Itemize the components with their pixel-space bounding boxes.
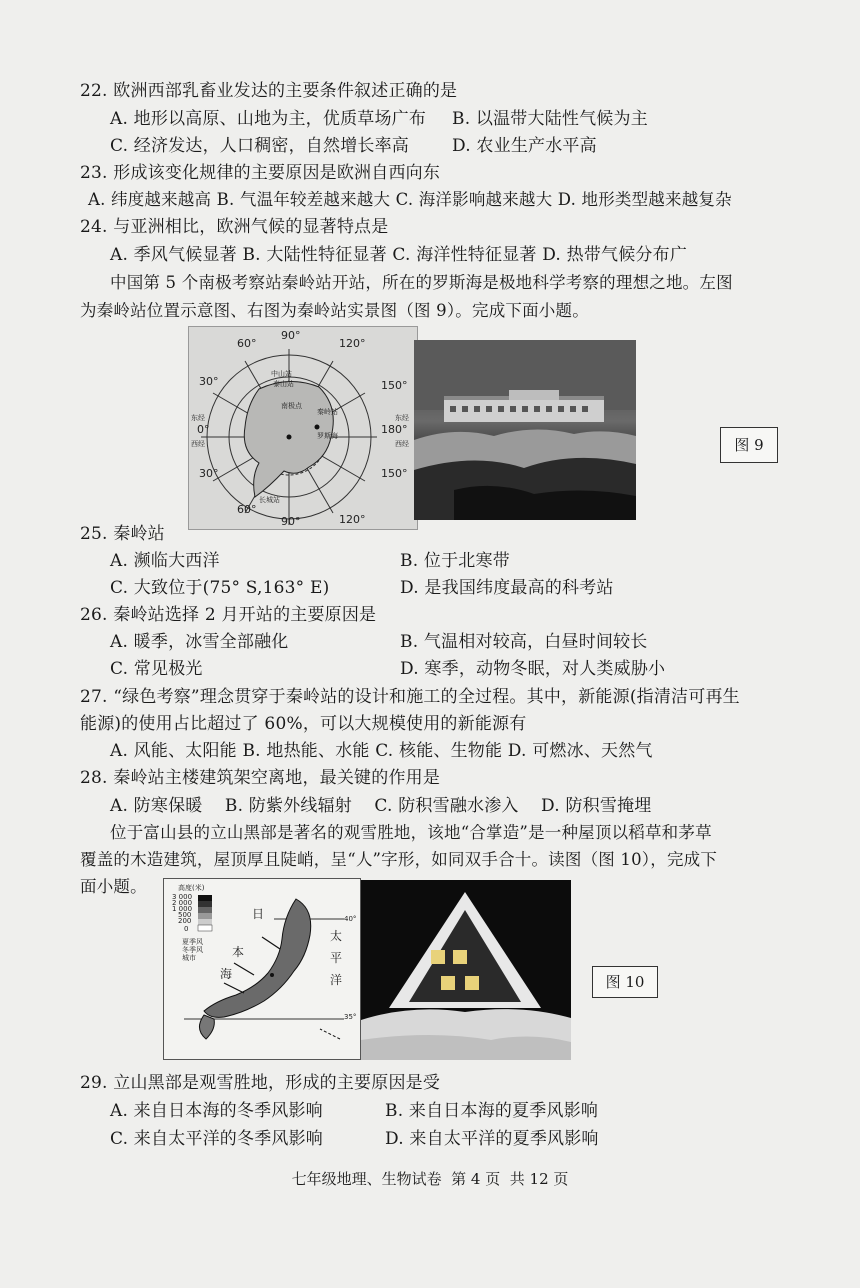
place-label-zhongshan: 中山站	[271, 370, 292, 378]
lon-label-120-bottom: 120°	[339, 513, 366, 526]
question-24-stem: 24. 与亚洲相比，欧洲气候的显著特点是	[80, 217, 389, 237]
west-longitude-label-right: 西经	[395, 440, 409, 448]
question-25-option-d: D. 是我国纬度最高的科考站	[400, 578, 614, 598]
figure-10-label: 图 10	[592, 966, 658, 998]
legend-title: 高度(米)	[178, 884, 205, 892]
place-label-south-pole: 南极点	[281, 402, 302, 410]
legend-value-0: 0	[184, 925, 189, 933]
legend-value-200: 200	[178, 917, 192, 925]
lon-label-60-top: 60°	[237, 337, 257, 350]
legend-winter-monsoon: 冬季风	[182, 946, 203, 954]
gassho-photo-graphic	[361, 880, 571, 1060]
legend-city: 城市	[182, 954, 196, 962]
map-text-tai: 太	[330, 929, 343, 943]
question-29-option-d: D. 来自太平洋的夏季风影响	[385, 1129, 599, 1149]
lon-label-180: 180°	[381, 423, 408, 436]
east-longitude-label-right: 东经	[395, 414, 409, 422]
question-28-options: A. 防寒保暖 B. 防紫外线辐射 C. 防积雪融水渗入 D. 防积雪掩埋	[110, 796, 652, 816]
lon-label-0: 0°	[197, 423, 210, 436]
legend-summer-monsoon: 夏季风	[182, 938, 203, 946]
question-26-option-d: D. 寒季，动物冬眠，对人类威胁小	[400, 659, 666, 679]
west-longitude-label-left: 西经	[191, 440, 205, 448]
legend-value-1000: 1 000	[172, 905, 193, 913]
lon-label-150-top: 150°	[381, 379, 408, 392]
lon-label-150-bottom: 150°	[381, 467, 408, 480]
question-22-option-a: A. 地形以高原、山地为主，优质草场广布	[110, 109, 427, 129]
passage-10-line-2: 覆盖的木造建筑，屋顶厚且陡峭，呈“人”字形，如同双手合十。读图（图 10），完成下	[80, 850, 718, 869]
question-24-options: A. 季风气候显著 B. 大陆性特征显著 C. 海洋性特征显著 D. 热带气候分布广	[110, 245, 688, 265]
passage-10-line-3: 面小题。	[80, 877, 147, 896]
station-photo-graphic	[414, 340, 636, 520]
passage-10-line-1: 位于富山县的立山黑部是著名的观雪胜地，该地“合掌造”是一种屋顶以稻草和茅草	[110, 823, 712, 842]
japan-monsoon-map	[163, 878, 361, 1060]
question-26-stem: 26. 秦岭站选择 2 月开站的主要原因是	[80, 605, 377, 625]
place-label-great-wall: 长城站	[259, 496, 280, 504]
question-23-options: A. 纬度越来越高 B. 气温年较差越来越大 C. 海洋影响越来越大 D. 地形类型越来越复杂	[88, 190, 732, 209]
lon-label-60-bottom: 60°	[237, 503, 257, 516]
page-footer: 七年级地理、生物试卷 第 4 页 共 12 页	[291, 1170, 569, 1188]
question-27-stem-line-1: 27. “绿色考察”理念贯穿于秦岭站的设计和施工的全过程。其中，新能源(指清洁可再生	[80, 687, 740, 707]
map-text-yang: 洋	[330, 973, 343, 987]
lon-label-30-bottom: 30°	[199, 467, 219, 480]
question-29-option-c: C. 来自太平洋的冬季风影响	[110, 1129, 324, 1149]
map-text-ping: 平	[330, 951, 343, 965]
legend-value-500: 500	[178, 911, 192, 919]
east-longitude-label-left: 东经	[191, 414, 205, 422]
legend-value-2000: 2 000	[172, 899, 193, 907]
question-25-option-b: B. 位于北寒带	[400, 551, 510, 571]
question-27-stem-line-2: 能源)的使用占比超过了 60%，可以大规模使用的新能源有	[80, 714, 527, 734]
lon-label-90-bottom: 90°	[281, 515, 301, 528]
lat-label-40: 40°	[344, 915, 357, 923]
place-label-qinling: 秦岭站	[317, 408, 338, 416]
question-25-option-c: C. 大致位于(75° S,163° E)	[110, 578, 330, 598]
question-28-stem: 28. 秦岭站主楼建筑架空离地，最关键的作用是	[80, 768, 441, 788]
lon-label-120-top: 120°	[339, 337, 366, 350]
map-text-ben: 本	[232, 945, 245, 959]
lat-label-35: 35°	[344, 1013, 357, 1021]
place-label-ross-sea: 罗斯海	[317, 432, 338, 440]
question-26-option-a: A. 暖季，冰雪全部融化	[110, 632, 289, 652]
passage-9-line-1: 中国第 5 个南极考察站秦岭站开站，所在的罗斯海是极地科学考察的理想之地。左图	[110, 273, 733, 292]
question-29-option-a: A. 来自日本海的冬季风影响	[110, 1101, 323, 1121]
question-25-option-a: A. 濒临大西洋	[110, 551, 220, 571]
gassho-house-photo	[361, 880, 571, 1060]
figure-9-label: 图 9	[720, 427, 778, 463]
question-26-option-b: B. 气温相对较高，白昼时间较长	[400, 632, 648, 652]
place-label-taishan: 泰山站	[273, 380, 294, 388]
passage-9-line-2: 为秦岭站位置示意图、右图为秦岭站实景图（图 9）。完成下面小题。	[80, 301, 589, 320]
question-22-option-b: B. 以温带大陆性气候为主	[452, 109, 648, 129]
question-29-option-b: B. 来自日本海的夏季风影响	[385, 1101, 599, 1121]
question-22-stem: 22. 欧洲西部乳畜业发达的主要条件叙述正确的是	[80, 81, 458, 101]
question-25-stem: 25. 秦岭站	[80, 524, 165, 544]
question-22-option-c: C. 经济发达，人口稠密，自然增长率高	[110, 136, 410, 156]
question-29-stem: 29. 立山黑部是观雪胜地，形成的主要原因是受	[80, 1073, 441, 1093]
question-23-stem: 23. 形成该变化规律的主要原因是欧洲自西向东	[80, 163, 441, 183]
question-22-option-d: D. 农业生产水平高	[452, 136, 597, 156]
legend-value-3000: 3 000	[172, 893, 193, 901]
map-text-ri: 日	[252, 907, 265, 921]
map-text-hai: 海	[220, 967, 233, 981]
question-27-options: A. 风能、太阳能 B. 地热能、水能 C. 核能、生物能 D. 可燃冰、天然气	[110, 741, 653, 761]
qinling-station-photo	[414, 340, 636, 520]
qinling-station-location-map	[188, 326, 418, 530]
question-26-option-c: C. 常见极光	[110, 659, 203, 679]
lon-label-30-top: 30°	[199, 375, 219, 388]
lon-label-90-top: 90°	[281, 329, 301, 342]
